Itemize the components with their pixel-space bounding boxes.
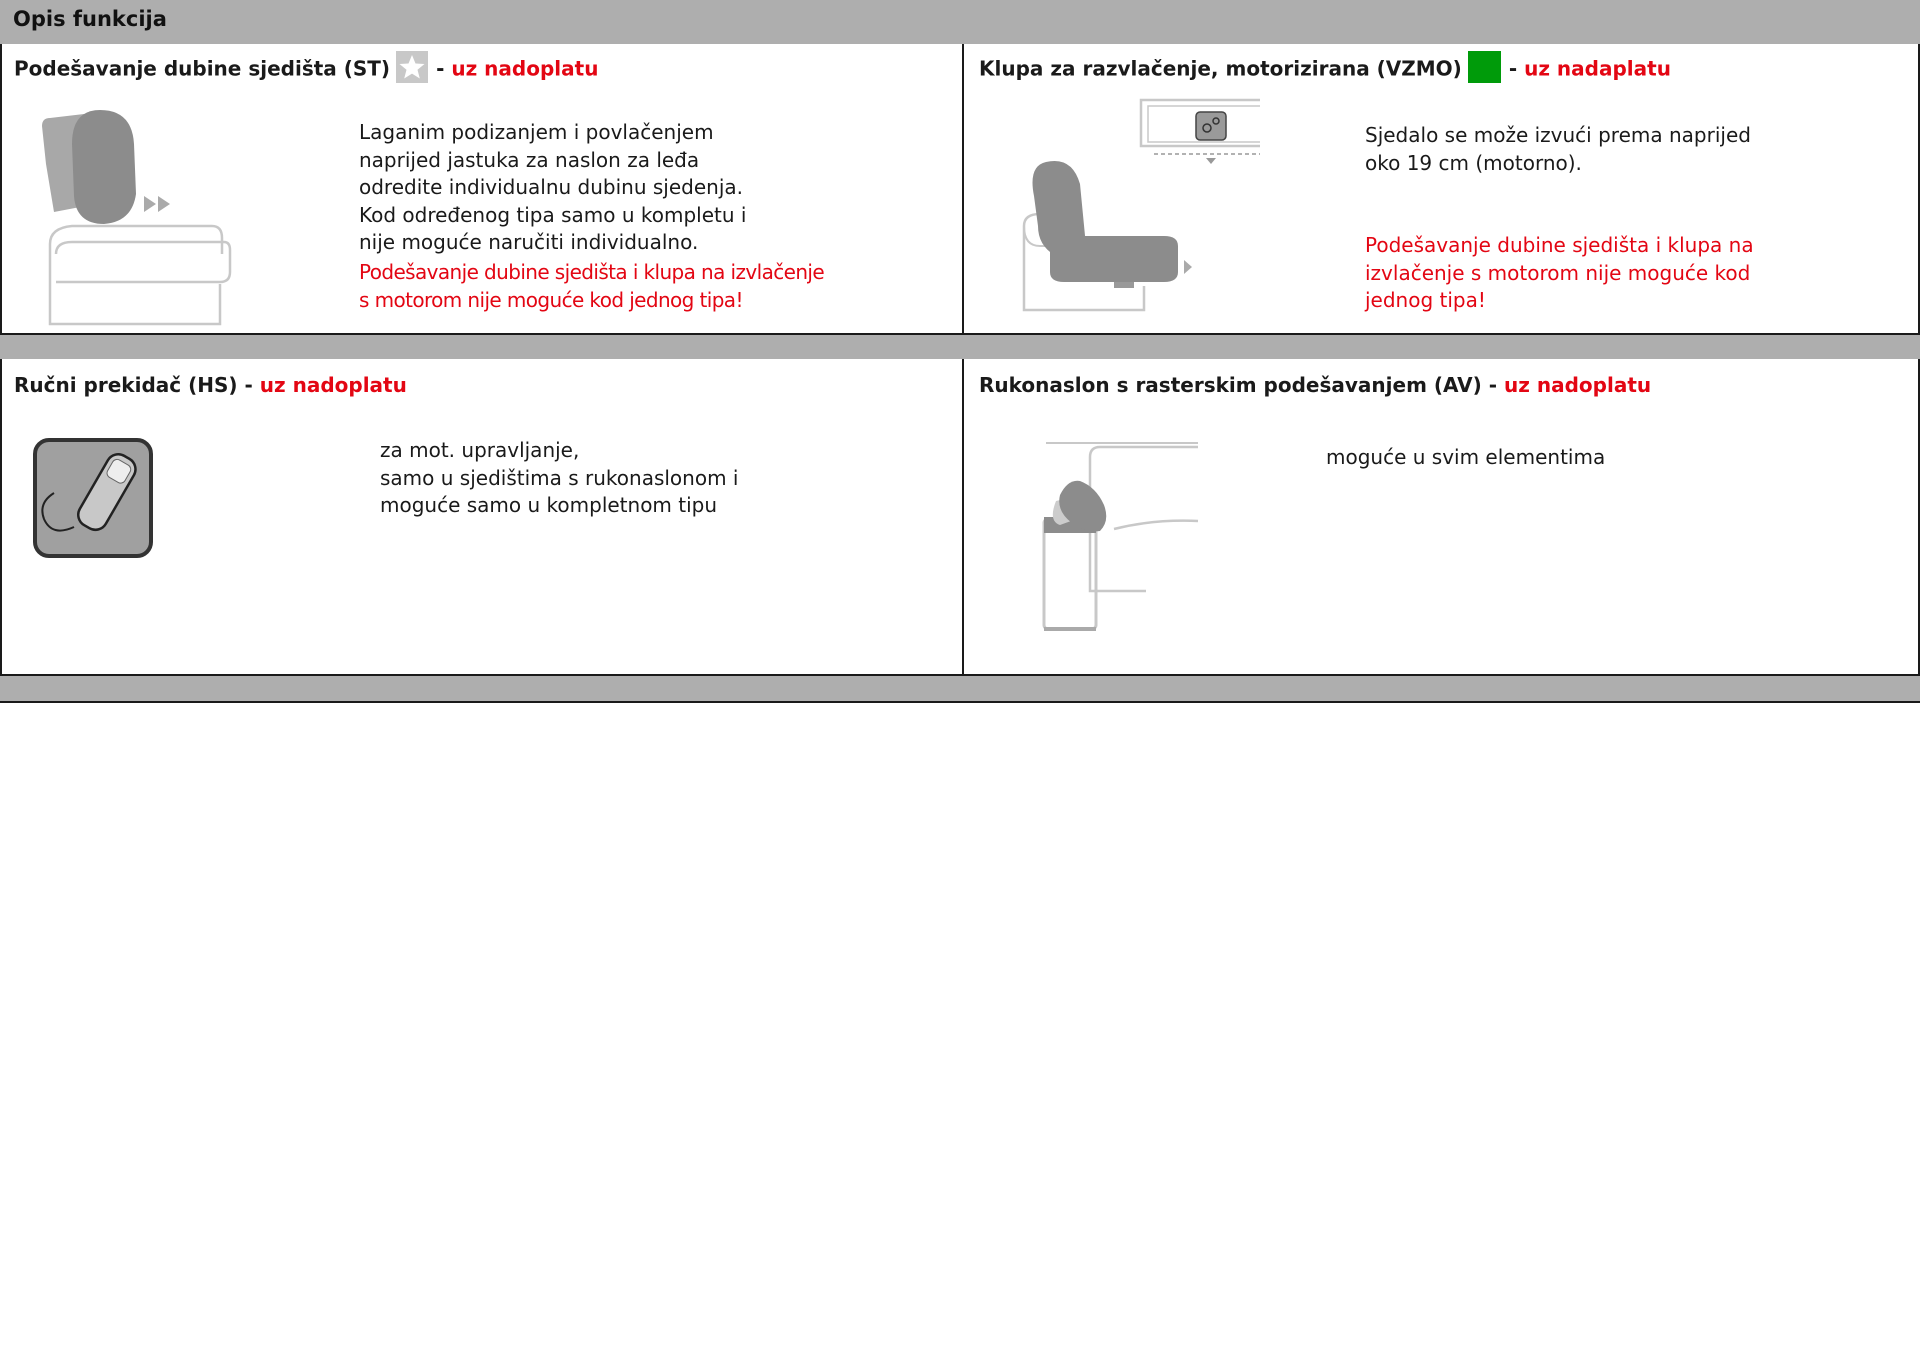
description-line: moguće u svim elementima [1326,445,1606,469]
description-line: moguće samo u kompletnom tipu [380,493,718,517]
armrest-illustration [1034,441,1204,631]
panel-motorized-bench-heading [979,54,1671,86]
panel-armrest-heading [979,373,1651,397]
panel-seat-depth-note [359,259,824,314]
hand-switch-icon [32,437,156,561]
title-bar [0,0,1920,46]
panel-armrest-separator: - [1481,373,1505,397]
description-line: nije moguće naručiti individualno. [359,230,699,254]
motorized-bench-illustration [1020,96,1260,326]
panel-seat-depth [0,44,962,335]
page-title: Opis funkcija [13,7,167,31]
panel-seat-depth-separator: - [436,56,452,81]
description-line: naprijed jastuka za naslon za leđa [359,147,700,172]
panel-hand-switch-description [380,437,738,520]
panel-seat-depth-description [359,119,746,257]
star-icon [396,51,428,83]
note-line: s motorom nije moguće kod jednog tipa! [359,287,743,312]
description-line: Sjedalo se može izvući prema naprijed [1365,123,1751,147]
description-line: Kod određenog tipa samo u kompletu i [359,202,747,227]
panel-seat-depth-title: Podešavanje dubine sjedišta (ST) [14,56,391,81]
panel-hand-switch-extra-cost: uz nadoplatu [259,373,407,397]
panel-seat-depth-extra-cost: uz nadoplatu [451,56,599,81]
panel-armrest-title: Rukonaslon s rasterskim podešavanjem (AV) [979,373,1482,397]
panel-motorized-bench-note [1365,232,1754,315]
seat-depth-sofa-illustration [36,104,236,334]
description-line: za mot. upravljanje, [380,438,580,462]
panel-armrest [962,359,1920,676]
description-line: oko 19 cm (motorno). [1365,150,1582,175]
note-line: izvlačenje s motorom nije moguće kod [1365,260,1751,285]
panel-armrest-description [1326,444,1605,472]
panel-hand-switch-separator: - [237,373,260,397]
panel-motorized-bench-separator: - [1508,56,1525,81]
green-square-icon [1468,51,1501,83]
panel-motorized-bench-description [1365,122,1751,177]
note-line: jednog tipa! [1365,288,1486,312]
panel-seat-depth-heading [14,54,598,86]
note-line: Podešavanje dubine sjedišta i klupa na izvlačenje [359,260,825,284]
description-line: Laganim podizanjem i povlačenjem [359,120,714,144]
panel-motorized-bench [962,44,1920,335]
panel-motorized-bench-extra-cost: uz nadaplatu [1524,56,1671,81]
panel-hand-switch-title: Ručni prekidač (HS) [14,373,238,397]
panel-armrest-extra-cost: uz nadoplatu [1504,373,1652,397]
footer-bar [0,674,1920,703]
section-divider-bar [0,333,1920,361]
description-line: odredite individualnu dubinu sjedenja. [359,175,744,199]
note-line: Podešavanje dubine sjedišta i klupa na [1365,233,1754,257]
panel-hand-switch-heading [14,373,407,397]
panel-hand-switch [0,359,962,676]
panel-motorized-bench-title: Klupa za razvlačenje, motorizirana (VZMO) [979,56,1462,81]
description-line: samo u sjedištima s rukonaslonom i [380,465,739,490]
